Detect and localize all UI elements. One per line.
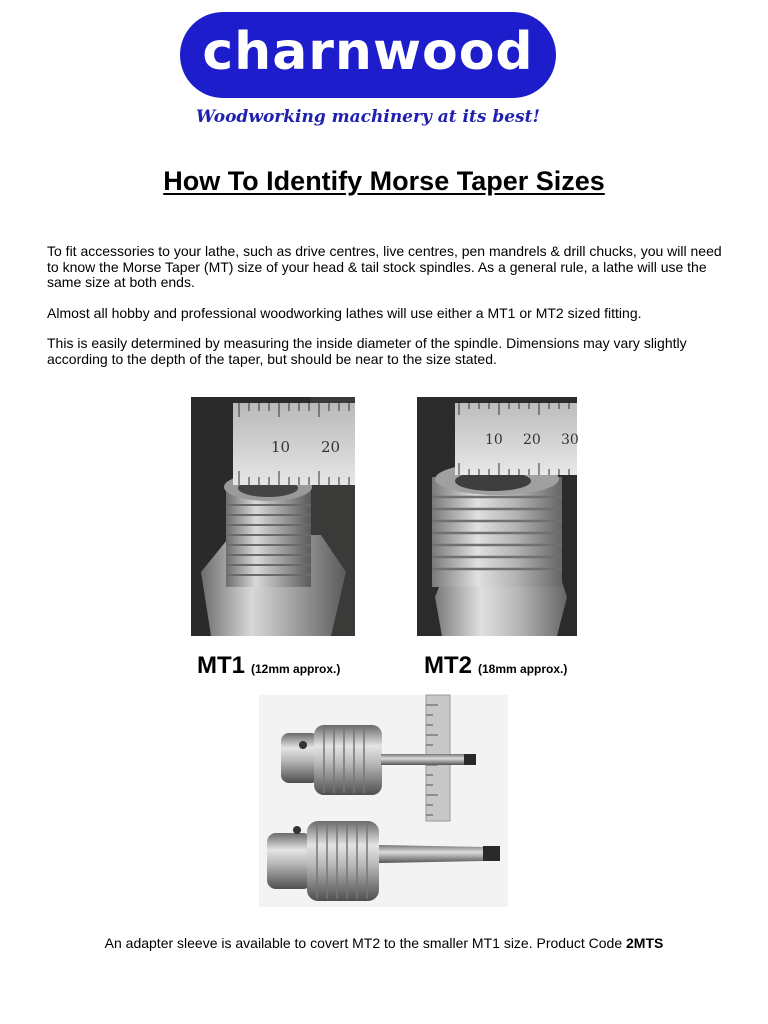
mt2-ruler-label-30: 30 <box>561 432 579 448</box>
mt2-ruler-label-10: 10 <box>485 432 503 448</box>
mt2-caption <box>424 652 567 680</box>
mt1-size-note: (12mm approx.) <box>251 662 341 676</box>
product-code: 2MTS <box>626 935 664 951</box>
charnwood-logo <box>180 12 556 98</box>
mt1-label: MT1 <box>197 652 245 679</box>
fitting-paragraph: Almost all hobby and professional woodworking lathes will use either a MT1 or MT2 sized fitting. <box>47 305 642 321</box>
logo-text: charnwood <box>202 22 534 82</box>
mt2-label: MT2 <box>424 652 472 679</box>
page-title: How To Identify Morse Taper Sizes <box>163 166 605 196</box>
intro-paragraph: To fit accessories to your lathe, such as drive centres, live centres, pen mandrels & drill chucks, you will need to know the Morse Taper (MT) size of your head & tail stock spindles. As a general rule, a lathe will use the same size at both ends. <box>47 243 722 290</box>
mt1-spindle-photo <box>191 397 355 636</box>
adapter-note-text: An adapter sleeve is available to covert MT2 to the smaller MT1 size. Product Code <box>104 935 626 951</box>
tagline: Woodworking machinery at its best! <box>196 107 540 127</box>
mt1-caption <box>197 652 340 680</box>
mt1-ruler-label-20: 20 <box>321 438 341 456</box>
measure-paragraph: This is easily determined by measuring the inside diameter of the spindle. Dimensions may vary slightly according to the depth of the taper, but should be near to the size stated. <box>47 335 687 367</box>
mt2-size-note: (18mm approx.) <box>478 662 568 676</box>
mt1-ruler-label-10: 10 <box>271 438 291 456</box>
mt2-spindle-photo <box>417 397 577 636</box>
drill-chucks-photo <box>259 695 508 907</box>
adapter-note <box>0 935 768 951</box>
mt2-ruler-label-20: 20 <box>523 432 541 448</box>
